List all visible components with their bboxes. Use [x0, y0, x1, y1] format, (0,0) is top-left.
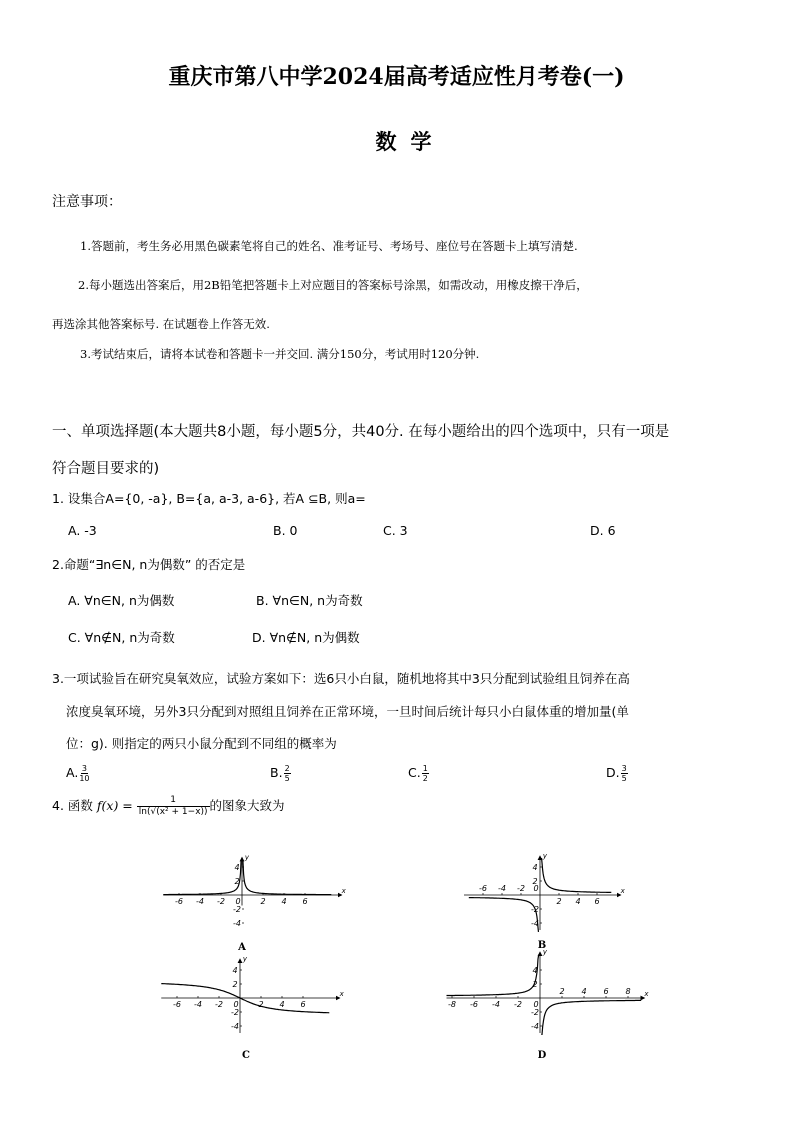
x-tick-label: 4	[279, 1000, 285, 1009]
x-tick-label: -2	[517, 884, 525, 893]
curve-right	[541, 859, 611, 893]
x-tick-label: 6	[594, 897, 600, 906]
curve-right	[243, 860, 331, 895]
y-tick-label: 2	[234, 877, 240, 886]
x-tick-label: 0	[533, 1000, 539, 1009]
question-3-option-c	[408, 764, 429, 783]
y-tick-label: -2	[231, 1008, 239, 1017]
x-tick-label: -4	[196, 897, 204, 906]
fraction-numerator: 3	[81, 764, 87, 773]
question-2-option-a: A. ∀n∈N, n为偶数	[68, 593, 175, 608]
question-3-line-2: 浓度臭氧环境，另外3只分配到对照组且饲养在正常环境，一旦时间后统计每只小白鼠体重的增加量(单	[66, 704, 629, 719]
curve-right	[541, 1000, 641, 1034]
fraction	[621, 764, 628, 783]
function-fraction	[139, 795, 208, 818]
fraction	[422, 764, 429, 783]
fraction	[79, 764, 89, 783]
fraction-numerator: 1	[137, 795, 210, 807]
question-1-option-a: A. -3	[68, 523, 97, 538]
function-name: f(x) =	[96, 798, 133, 813]
curve-left	[447, 955, 539, 996]
x-tick-label: 6	[603, 987, 609, 996]
notice-item-1: 1.答题前，考生务必用黑色碳素笔将自己的姓名、准考证号、考场号、座位号在答题卡上填写清楚.	[80, 239, 578, 253]
y-axis-label: y	[542, 948, 548, 956]
graph-label-c: C	[242, 1050, 250, 1061]
question-1-option-b: B. 0	[273, 523, 298, 538]
fraction-denominator: ln(√(x² + 1−x))	[138, 807, 208, 817]
y-axis-label: y	[242, 955, 248, 963]
fraction-denominator: 5	[621, 774, 627, 783]
graph-b	[464, 852, 626, 951]
fraction-denominator: 10	[79, 774, 90, 783]
question-1-option-d: D. 6	[590, 523, 616, 538]
option-label: B.	[270, 765, 283, 780]
x-tick-label: -6	[470, 1000, 478, 1009]
notice-item-2-line-1: 2.每小题选出答案后，用2B铅笔把答题卡上对应题目的答案标号涂黑，如需改动，用橡皮擦干净后，	[78, 278, 588, 292]
x-tick-label: 2	[260, 897, 266, 906]
x-tick-label: 6	[300, 1000, 306, 1009]
notice-heading: 注意事项：	[52, 194, 122, 210]
y-tick-label: 4	[532, 966, 538, 975]
fraction-denominator: 5	[284, 774, 290, 783]
graph-label-b: B	[537, 940, 547, 951]
y-tick-label: 4	[532, 863, 538, 872]
y-tick-label: 2	[532, 877, 538, 886]
question-3-line-3: 位：g). 则指定的两只小鼠分配到不同组的概率为	[66, 736, 337, 751]
y-tick-label: -4	[233, 919, 241, 928]
graph-a	[163, 853, 346, 953]
x-axis-label: x	[339, 990, 344, 998]
y-tick-label: -4	[531, 1022, 539, 1031]
x-tick-label: -4	[194, 1000, 202, 1009]
x-tick-label: 0	[233, 1000, 239, 1009]
question-3-line-1: 3.一项试验旨在研究臭氧效应，试验方案如下：选6只小白鼠，随机地将其中3只分配到试验组且饲养在高	[52, 671, 630, 686]
notice-item-3: 3.考试结束后，请将本试卷和答题卡一并交回. 满分150分，考试用时120分钟.	[80, 347, 480, 361]
y-tick-label: -2	[233, 905, 241, 914]
x-tick-label: -6	[175, 897, 183, 906]
y-tick-label: -4	[531, 919, 539, 928]
x-tick-label: 4	[281, 897, 287, 906]
fraction-numerator: 3	[621, 764, 627, 773]
x-tick-label: 6	[302, 897, 308, 906]
x-tick-label: 0	[235, 897, 241, 906]
y-tick-label: 2	[232, 980, 238, 989]
y-tick-label: 4	[234, 863, 240, 872]
option-label: C.	[408, 765, 421, 780]
question-1-stem: 1. 设集合A={0, -a}, B={a, a-3, a-6}, 若A ⊆B, 则a=	[52, 491, 366, 506]
x-tick-label: -2	[215, 1000, 223, 1009]
subject-title: 数学	[375, 129, 446, 154]
question-2-option-d: D. ∀n∉N, n为偶数	[252, 630, 360, 645]
x-tick-label: 4	[581, 987, 587, 996]
fraction-denominator: 2	[422, 774, 428, 783]
x-axis-label: x	[341, 887, 346, 895]
x-tick-label: -2	[217, 897, 225, 906]
x-tick-label: 2	[258, 1000, 264, 1009]
graph-d	[447, 948, 650, 1061]
question-2-option-b: B. ∀n∈N, n为奇数	[256, 593, 363, 608]
y-tick-label: -2	[531, 1008, 539, 1017]
x-tick-label: -6	[173, 1000, 181, 1009]
answer-graphs	[150, 840, 660, 1065]
question-3-option-d	[606, 764, 628, 783]
y-tick-label: -4	[231, 1022, 239, 1031]
x-tick-label: -4	[492, 1000, 500, 1009]
y-axis-label: y	[244, 853, 250, 862]
curve-left	[469, 898, 539, 932]
x-tick-label: 8	[625, 987, 631, 996]
graph-label-d: D	[537, 1050, 547, 1061]
curve-left	[163, 860, 241, 895]
x-tick-label: -6	[479, 884, 487, 893]
question-3-option-b	[270, 764, 291, 783]
y-tick-label: 2	[532, 980, 538, 989]
x-tick-label: -4	[498, 884, 506, 893]
fraction-numerator: 1	[422, 764, 428, 773]
section-heading-line-1: 一、单项选择题(本大题共8小题，每小题5分，共40分. 在每小题给出的四个选项中，只有一项是	[52, 424, 670, 440]
x-tick-label: -8	[448, 1000, 456, 1009]
question-2-stem: 2.命题“∃n∈N, n为偶数” 的否定是	[52, 557, 246, 572]
graph-c	[161, 955, 344, 1061]
x-tick-label: 2	[556, 897, 562, 906]
x-tick-label: 0	[533, 884, 539, 893]
question-1-option-c: C. 3	[383, 523, 408, 538]
x-axis-label: x	[620, 887, 625, 895]
y-tick-label: -2	[531, 905, 539, 914]
option-label: D.	[606, 765, 620, 780]
question-4-stem	[52, 795, 285, 818]
graph-label-a: A	[238, 942, 246, 953]
exam-title: 重庆市第八中学2024届高考适应性月考卷(一)	[168, 64, 625, 90]
x-tick-label: -2	[514, 1000, 522, 1009]
x-axis-label: x	[644, 990, 649, 998]
x-tick-label: 4	[575, 897, 581, 906]
question-2-option-c: C. ∀n∉N, n为奇数	[68, 630, 175, 645]
question-4-suffix: 的图象大致为	[209, 798, 285, 813]
fraction	[284, 764, 291, 783]
section-heading-line-2: 符合题目要求的)	[52, 461, 160, 477]
fraction-numerator: 2	[284, 764, 290, 773]
question-4-prefix: 4. 函数	[52, 798, 93, 813]
y-tick-label: 4	[232, 966, 238, 975]
notice-item-2-line-2: 再选涂其他答案标号. 在试题卷上作答无效.	[52, 317, 270, 331]
question-3-option-a	[66, 764, 90, 783]
y-axis-label: y	[542, 852, 548, 860]
x-tick-label: 2	[559, 987, 565, 996]
option-label: A.	[66, 765, 79, 780]
